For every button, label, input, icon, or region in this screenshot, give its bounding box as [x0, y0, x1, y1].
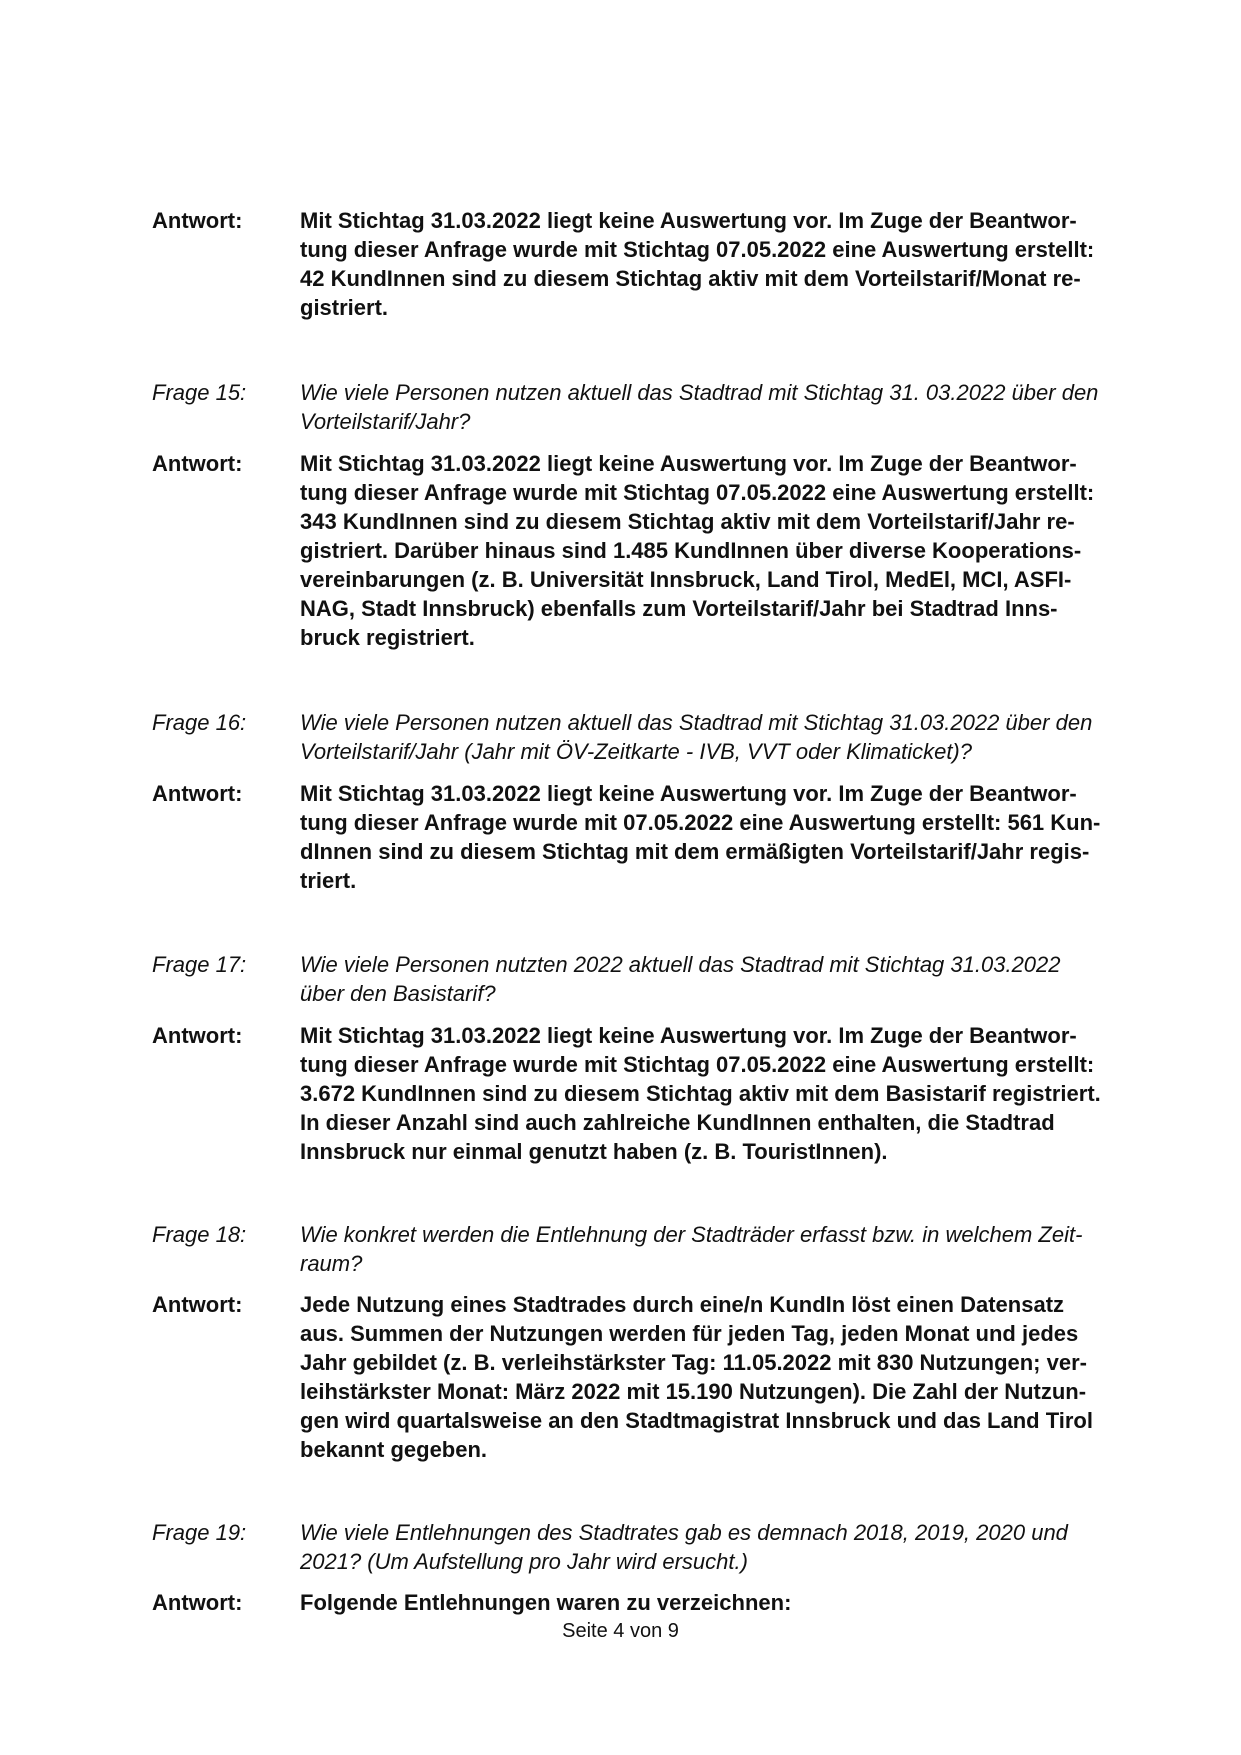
text-line: NAG, Stadt Innsbruck) ebenfalls zum Vorteilstarif/Jahr bei Stadtrad Inns-	[300, 596, 1058, 621]
question-text	[300, 950, 1132, 1008]
answer-label: Antwort:	[152, 451, 243, 476]
text-line: Mit Stichtag 31.03.2022 liegt keine Auswertung vor. Im Zuge der Beantwor-	[300, 208, 1077, 233]
text-line: bruck registriert.	[300, 625, 475, 650]
question-text	[300, 1518, 1132, 1576]
question-text	[300, 378, 1132, 436]
answer-text	[300, 206, 1132, 322]
text-line: Mit Stichtag 31.03.2022 liegt keine Auswertung vor. Im Zuge der Beantwor-	[300, 451, 1077, 476]
question-text	[300, 1220, 1132, 1278]
text-line: Vorteilstarif/Jahr?	[300, 409, 471, 434]
text-line: In dieser Anzahl sind auch zahlreiche KundInnen enthalten, die Stadtrad	[300, 1110, 1055, 1135]
answer-text	[300, 779, 1132, 895]
answer-label: Antwort:	[152, 1023, 243, 1048]
answer-14	[152, 206, 1142, 322]
answer-19	[152, 1588, 1142, 1617]
answer-15	[152, 449, 1142, 652]
text-line: raum?	[300, 1251, 363, 1276]
text-line: 2021? (Um Aufstellung pro Jahr wird ersucht.)	[300, 1549, 748, 1574]
text-line: Mit Stichtag 31.03.2022 liegt keine Auswertung vor. Im Zuge der Beantwor-	[300, 781, 1077, 806]
question-label: Frage 15:	[152, 380, 247, 405]
text-line: gen wird quartalsweise an den Stadtmagistrat Innsbruck und das Land Tirol	[300, 1408, 1093, 1433]
page-number-footer: Seite 4 von 9	[562, 1620, 679, 1642]
text-line: Jahr gebildet (z. B. verleihstärkster Tag: 11.05.2022 mit 830 Nutzungen; ver-	[300, 1350, 1087, 1375]
text-line: aus. Summen der Nutzungen werden für jeden Tag, jeden Monat und jedes	[300, 1321, 1079, 1346]
question-label: Frage 18:	[152, 1222, 247, 1247]
answer-label: Antwort:	[152, 1590, 243, 1615]
text-line: Wie viele Personen nutzen aktuell das Stadtrad mit Stichtag 31.03.2022 über den	[300, 710, 1093, 735]
text-line: 42 KundInnen sind zu diesem Stichtag aktiv mit dem Vorteilstarif/Monat re-	[300, 266, 1081, 291]
text-line: Wie viele Entlehnungen des Stadtrates gab es demnach 2018, 2019, 2020 und	[300, 1520, 1068, 1545]
text-line: 3.672 KundInnen sind zu diesem Stichtag aktiv mit dem Basistarif registriert.	[300, 1081, 1101, 1106]
text-line: vereinbarungen (z. B. Universität Innsbruck, Land Tirol, MedEl, MCI, ASFI-	[300, 567, 1072, 592]
text-line: 343 KundInnen sind zu diesem Stichtag aktiv mit dem Vorteilstarif/Jahr re-	[300, 509, 1075, 534]
text-line: dInnen sind zu diesem Stichtag mit dem ermäßigten Vorteilstarif/Jahr regis-	[300, 839, 1090, 864]
text-line: tung dieser Anfrage wurde mit Stichtag 07.05.2022 eine Auswertung erstellt:	[300, 480, 1095, 505]
answer-text	[300, 449, 1132, 652]
text-line: Mit Stichtag 31.03.2022 liegt keine Auswertung vor. Im Zuge der Beantwor-	[300, 1023, 1077, 1048]
answer-18	[152, 1290, 1142, 1464]
question-19	[152, 1518, 1142, 1576]
answer-label: Antwort:	[152, 208, 243, 233]
question-18	[152, 1220, 1142, 1278]
text-line: triert.	[300, 868, 357, 893]
answer-text	[300, 1021, 1132, 1166]
text-line: bekannt gegeben.	[300, 1437, 488, 1462]
question-label: Frage 19:	[152, 1520, 247, 1545]
text-line: tung dieser Anfrage wurde mit 07.05.2022 eine Auswertung erstellt: 561 Kun-	[300, 810, 1101, 835]
answer-text	[300, 1290, 1132, 1464]
text-line: Folgende Entlehnungen waren zu verzeichnen:	[300, 1590, 792, 1615]
answer-label: Antwort:	[152, 1292, 243, 1317]
question-text	[300, 708, 1132, 766]
text-line: Wie konkret werden die Entlehnung der Stadträder erfasst bzw. in welchem Zeit-	[300, 1222, 1083, 1247]
text-line: tung dieser Anfrage wurde mit Stichtag 07.05.2022 eine Auswertung erstellt:	[300, 1052, 1095, 1077]
text-line: über den Basistarif?	[300, 981, 496, 1006]
answer-17	[152, 1021, 1142, 1166]
text-line: leihstärkster Monat: März 2022 mit 15.190 Nutzungen). Die Zahl der Nutzun-	[300, 1379, 1087, 1404]
text-line: Wie viele Personen nutzten 2022 aktuell das Stadtrad mit Stichtag 31.03.2022	[300, 952, 1061, 977]
answer-label: Antwort:	[152, 781, 243, 806]
text-line: Innsbruck nur einmal genutzt haben (z. B. TouristInnen).	[300, 1139, 888, 1164]
text-line: tung dieser Anfrage wurde mit Stichtag 07.05.2022 eine Auswertung erstellt:	[300, 237, 1095, 262]
question-label: Frage 17:	[152, 952, 247, 977]
text-line: gistriert.	[300, 295, 389, 320]
answer-16	[152, 779, 1142, 895]
text-line: Jede Nutzung eines Stadtrades durch eine/n KundIn löst einen Datensatz	[300, 1292, 1065, 1317]
question-17	[152, 950, 1142, 1008]
question-label: Frage 16:	[152, 710, 247, 735]
text-line: gistriert. Darüber hinaus sind 1.485 KundInnen über diverse Kooperations-	[300, 538, 1082, 563]
text-line: Vorteilstarif/Jahr (Jahr mit ÖV-Zeitkarte - IVB, VVT oder Klimaticket)?	[300, 739, 972, 764]
text-line: Wie viele Personen nutzen aktuell das Stadtrad mit Stichtag 31. 03.2022 über den	[300, 380, 1099, 405]
question-16	[152, 708, 1142, 766]
question-15	[152, 378, 1142, 436]
answer-text	[300, 1588, 1132, 1617]
